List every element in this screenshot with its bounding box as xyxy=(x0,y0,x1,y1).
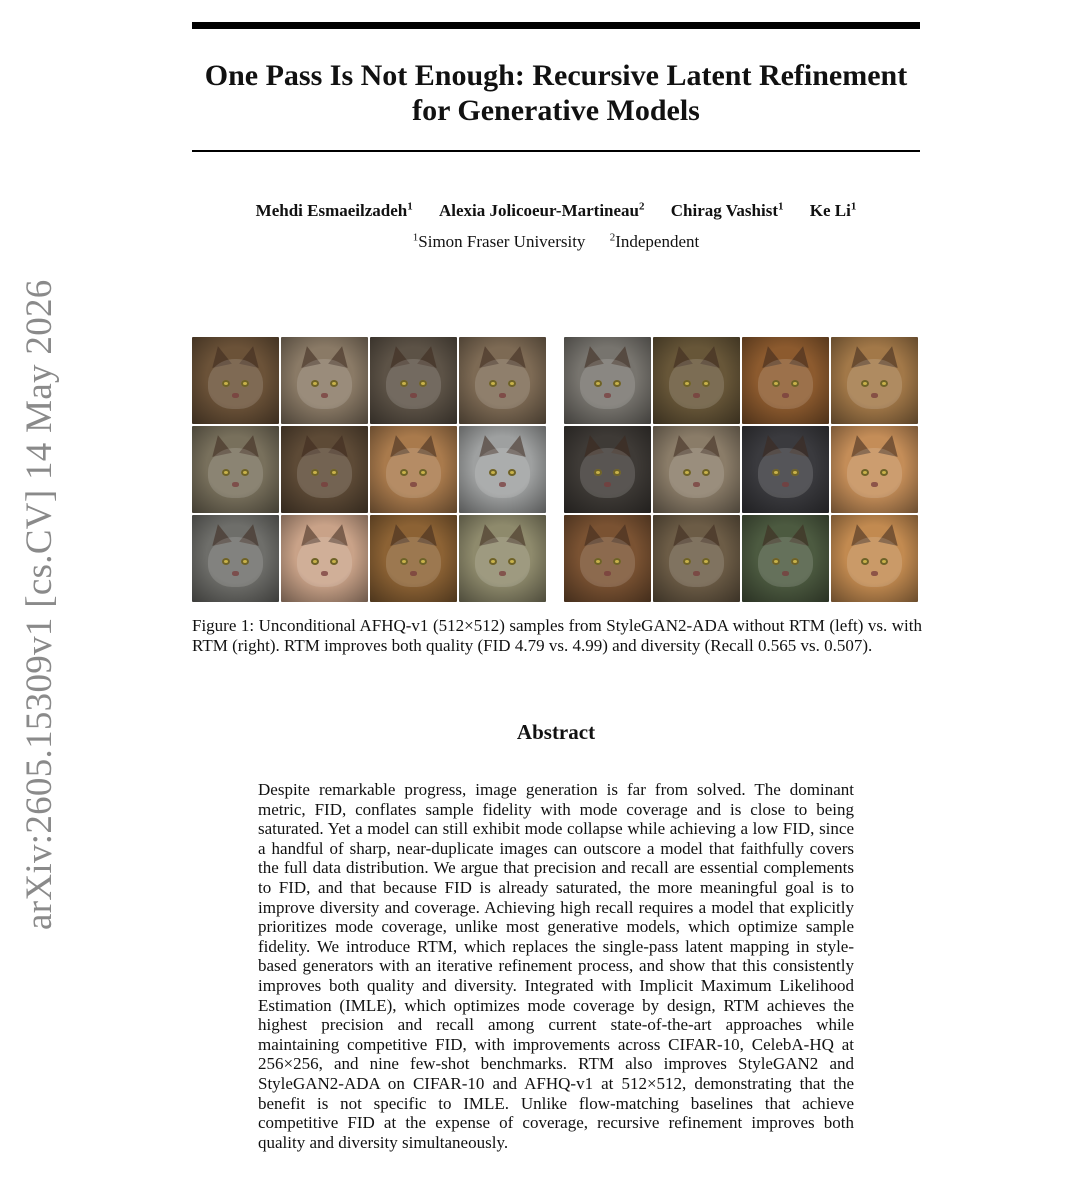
animal-face xyxy=(669,359,724,409)
animal-eye-l xyxy=(400,469,408,476)
author-name: Alexia Jolicoeur-Martineau xyxy=(439,201,640,220)
lion-icon xyxy=(831,337,918,424)
animal-nose xyxy=(499,393,506,398)
cat-icon xyxy=(831,426,918,513)
animal-nose xyxy=(232,571,239,576)
animal-eye-r xyxy=(241,380,249,387)
animal-face xyxy=(847,537,902,587)
animal-face xyxy=(669,448,724,498)
animal-eye-r xyxy=(880,469,888,476)
cat-icon xyxy=(459,337,546,424)
animal-face xyxy=(297,448,352,498)
cat-icon xyxy=(742,426,829,513)
animal-eye-r xyxy=(330,469,338,476)
animal-nose xyxy=(410,482,417,487)
animal-eye-r xyxy=(880,558,888,565)
paper-title: One Pass Is Not Enough: Recursive Latent Refinement for Generative Models xyxy=(204,59,908,127)
animal-face xyxy=(669,537,724,587)
animal-face xyxy=(758,537,813,587)
affiliation-number: 2 xyxy=(609,231,616,244)
tiger-icon xyxy=(742,515,829,602)
animal-eye-r xyxy=(330,380,338,387)
animal-face xyxy=(386,448,441,498)
animal-eye-r xyxy=(702,380,710,387)
abstract-text: Despite remarkable progress, image generation is far from solved. The dominant metric, FID, conflates sample fidelity with mode coverage and is close to being saturated. Yet a model can still exhibit mode collapse while achieving a low FID, since a handful of sharp, near-duplicate images can outscore a model that faithfully covers the full data distribution. We argue that precision and recall are essential complements to FID, and that because FID is already saturated, the more meaningful goal is to improve diversity and coverage. Achieving high recall requires a model that explicitly prioritizes mode coverage, unlike most generative models, which optimize sample fidelity. We introduce RTM, which replaces the single-pass latent mapping in style-based generators with an iterative refinement process, and show that this consistently improves both quality and diversity. Integrated with Implicit Maximum Likelihood Estimation (IMLE), which optimizes mode coverage by design, RTM achieves the highest precision and recall among current state-of-the-art approaches while maintaining competitive FID, with improvements across CIFAR-10, CelebA-HQ at 256×256, and nine few-shot benchmarks. RTM also improves StyleGAN2 and StyleGAN2-ADA on CIFAR-10 and AFHQ-v1 at 512×512, demonstrating that the benefit is not specific to IMLE. Unlike flow-matching baselines that achieve competitive FID at the expense of coverage, recursive refinement improves both quality and diversity simultaneously. xyxy=(258,780,854,1152)
animal-eye-r xyxy=(330,558,338,565)
animal-nose xyxy=(232,393,239,398)
animal-nose xyxy=(604,393,611,398)
animal-nose xyxy=(499,482,506,487)
animal-eye-l xyxy=(683,469,691,476)
animal-nose xyxy=(321,393,328,398)
animal-eye-r xyxy=(880,380,888,387)
animal-eye-l xyxy=(311,558,319,565)
animal-nose xyxy=(499,571,506,576)
animal-eye-l xyxy=(222,469,230,476)
animal-eye-r xyxy=(419,380,427,387)
animal-eye-l xyxy=(489,380,497,387)
cat-icon xyxy=(281,426,368,513)
animal-eye-r xyxy=(419,558,427,565)
animal-eye-l xyxy=(222,380,230,387)
animal-nose xyxy=(693,393,700,398)
cat-icon xyxy=(653,515,740,602)
animal-nose xyxy=(782,571,789,576)
animal-nose xyxy=(693,571,700,576)
animal-nose xyxy=(693,482,700,487)
figure-grid-without-rtm xyxy=(192,337,546,602)
animal-face xyxy=(847,448,902,498)
affiliation-name: Simon Fraser University xyxy=(418,232,586,251)
animal-nose xyxy=(782,482,789,487)
animal-eye-r xyxy=(702,469,710,476)
animal-eye-l xyxy=(772,380,780,387)
author-name: Chirag Vashist xyxy=(670,201,778,220)
animal-face xyxy=(580,448,635,498)
animal-eye-l xyxy=(594,558,602,565)
cat-icon xyxy=(459,515,546,602)
animal-face xyxy=(208,359,263,409)
affiliation-number: 1 xyxy=(412,231,419,244)
animal-eye-l xyxy=(400,380,408,387)
animal-face xyxy=(297,537,352,587)
animal-eye-r xyxy=(791,469,799,476)
cat-icon xyxy=(370,426,457,513)
author xyxy=(256,201,413,220)
animal-eye-r xyxy=(613,558,621,565)
cat-icon xyxy=(653,337,740,424)
figure-caption: Figure 1: Unconditional AFHQ-v1 (512×512) samples from StyleGAN2-ADA without RTM (left) vs. with RTM (right). RTM improves both quality (FID 4.79 vs. 4.99) and diversity (Recall 0.565 vs. 0.507). xyxy=(192,616,922,655)
animal-eye-l xyxy=(861,558,869,565)
affiliation-name: Independent xyxy=(615,232,700,251)
animal-eye-l xyxy=(594,469,602,476)
animal-nose xyxy=(232,482,239,487)
author-affil-mark: 1 xyxy=(407,200,413,213)
author-name: Ke Li xyxy=(809,201,851,220)
animal-eye-l xyxy=(400,558,408,565)
author-name: Mehdi Esmaeilzadeh xyxy=(255,201,408,220)
animal-nose xyxy=(410,393,417,398)
animal-face xyxy=(475,537,530,587)
animal-eye-l xyxy=(772,558,780,565)
cat-icon xyxy=(564,337,651,424)
animal-nose xyxy=(871,482,878,487)
animal-eye-l xyxy=(683,558,691,565)
animal-face xyxy=(208,537,263,587)
animal-eye-l xyxy=(311,380,319,387)
animal-face xyxy=(475,359,530,409)
animal-eye-l xyxy=(489,469,497,476)
author-list xyxy=(192,201,920,221)
cat-icon xyxy=(281,337,368,424)
cat-icon xyxy=(192,515,279,602)
animal-nose xyxy=(871,393,878,398)
author xyxy=(810,201,857,220)
cat-icon xyxy=(564,426,651,513)
animal-eye-r xyxy=(791,558,799,565)
tiger-icon xyxy=(564,515,651,602)
animal-face xyxy=(758,359,813,409)
title-rule-bottom xyxy=(192,150,920,152)
animal-nose xyxy=(604,571,611,576)
animal-face xyxy=(386,537,441,587)
arxiv-identifier: arXiv:2605.15309v1 [cs.CV] 14 May 2026 xyxy=(19,279,60,930)
cat-icon xyxy=(653,426,740,513)
animal-eye-r xyxy=(508,380,516,387)
animal-face xyxy=(758,448,813,498)
animal-face xyxy=(847,359,902,409)
animal-face xyxy=(297,359,352,409)
animal-eye-r xyxy=(508,469,516,476)
cat-icon xyxy=(459,426,546,513)
animal-eye-r xyxy=(613,469,621,476)
animal-eye-r xyxy=(613,380,621,387)
animal-eye-l xyxy=(594,380,602,387)
abstract-heading: Abstract xyxy=(516,720,596,744)
animal-nose xyxy=(321,482,328,487)
animal-face xyxy=(580,359,635,409)
animal-eye-r xyxy=(508,558,516,565)
cat-icon xyxy=(192,426,279,513)
author-affil-mark: 1 xyxy=(778,200,784,213)
tiger-icon xyxy=(742,337,829,424)
figure-grid-with-rtm xyxy=(564,337,918,602)
animal-eye-l xyxy=(489,558,497,565)
affiliation-list xyxy=(192,232,920,252)
animal-eye-l xyxy=(861,380,869,387)
cat-icon xyxy=(281,515,368,602)
animal-face xyxy=(208,448,263,498)
animal-eye-l xyxy=(772,469,780,476)
author-affil-mark: 1 xyxy=(850,200,857,213)
animal-nose xyxy=(410,571,417,576)
cat-icon xyxy=(831,515,918,602)
author-affil-mark: 2 xyxy=(639,200,645,213)
animal-eye-r xyxy=(702,558,710,565)
animal-eye-l xyxy=(683,380,691,387)
author xyxy=(439,201,645,220)
animal-eye-l xyxy=(861,469,869,476)
animal-eye-r xyxy=(241,469,249,476)
animal-face xyxy=(475,448,530,498)
author xyxy=(671,201,784,220)
animal-eye-r xyxy=(419,469,427,476)
cat-icon xyxy=(370,337,457,424)
affiliation xyxy=(413,232,586,251)
affiliation xyxy=(610,232,700,251)
animal-face xyxy=(580,537,635,587)
animal-face xyxy=(386,359,441,409)
animal-eye-r xyxy=(791,380,799,387)
animal-nose xyxy=(871,571,878,576)
animal-nose xyxy=(321,571,328,576)
animal-eye-l xyxy=(222,558,230,565)
animal-eye-l xyxy=(311,469,319,476)
animal-nose xyxy=(782,393,789,398)
animal-eye-r xyxy=(241,558,249,565)
title-rule-top xyxy=(192,22,920,29)
cat-icon xyxy=(192,337,279,424)
cat-icon xyxy=(370,515,457,602)
animal-nose xyxy=(604,482,611,487)
